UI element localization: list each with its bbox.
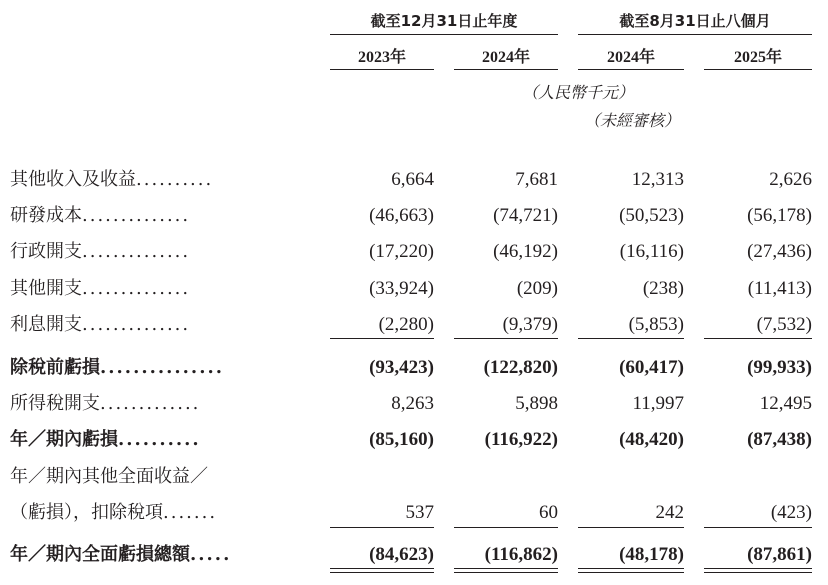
leader-dots: .............. bbox=[82, 241, 191, 262]
row-label-text: 行政開支 bbox=[10, 241, 82, 262]
total-double-rule-2 bbox=[454, 568, 558, 573]
leader-dots: .............. bbox=[82, 314, 191, 335]
total-double-rule-1 bbox=[330, 568, 434, 573]
value-cell: (209) bbox=[516, 278, 558, 299]
row-label bbox=[10, 429, 306, 451]
value-cell: (85,160) bbox=[369, 429, 434, 450]
total-double-rule-3 bbox=[578, 568, 684, 573]
leader-dots: .......... bbox=[118, 429, 201, 450]
leader-dots: ............. bbox=[100, 393, 201, 414]
value-cell: (17,220) bbox=[369, 241, 434, 262]
col-rule-2 bbox=[454, 69, 558, 70]
value-cell: (87,861) bbox=[747, 544, 812, 565]
value-cell: (5,853) bbox=[628, 314, 684, 335]
header-group-eight-months: 截至8月31日止八個月 bbox=[619, 12, 771, 30]
row-label-text: （虧損），扣除稅項 bbox=[10, 502, 163, 523]
value-cell: (2,280) bbox=[378, 314, 434, 335]
value-cell: (48,178) bbox=[619, 544, 684, 565]
row-label bbox=[10, 205, 306, 227]
row-label-text: 年／期內全面虧損總額 bbox=[10, 544, 190, 565]
col-rule-1 bbox=[330, 69, 434, 70]
value-cell: 12,495 bbox=[759, 393, 812, 414]
value-cell: (33,924) bbox=[369, 278, 434, 299]
row-label bbox=[10, 466, 306, 488]
value-cell: 11,997 bbox=[632, 393, 684, 414]
value-cell: 7,681 bbox=[515, 169, 558, 190]
total-double-rule-4 bbox=[704, 568, 812, 573]
header-group-year-ended: 截至12月31日止年度 bbox=[370, 12, 518, 30]
col-header-2025-8m: 2025年 bbox=[733, 49, 782, 66]
row-label-text: 其他開支 bbox=[10, 278, 82, 299]
subtotal-rule-3 bbox=[578, 338, 684, 339]
value-cell: (11,413) bbox=[747, 278, 812, 299]
leader-dots: ....... bbox=[163, 502, 218, 523]
value-cell: 5,898 bbox=[515, 393, 558, 414]
leader-dots: .......... bbox=[136, 169, 214, 190]
value-cell: 8,263 bbox=[391, 393, 434, 414]
row-label-text: 其他收入及收益 bbox=[10, 169, 136, 190]
value-cell: (56,178) bbox=[747, 205, 812, 226]
value-cell: (99,933) bbox=[747, 357, 812, 378]
row-label bbox=[10, 314, 306, 336]
value-cell: (46,663) bbox=[369, 205, 434, 226]
leader-dots: .............. bbox=[82, 278, 191, 299]
value-cell: (74,721) bbox=[493, 205, 558, 226]
row-label-text: 年／期內虧損 bbox=[10, 429, 118, 450]
row-label-text: 年／期內其他全面收益／ bbox=[10, 466, 208, 487]
value-cell: 12,313 bbox=[631, 169, 684, 190]
value-cell: 6,664 bbox=[391, 169, 434, 190]
value-cell: (7,532) bbox=[756, 314, 812, 335]
row-label bbox=[10, 241, 306, 263]
leader-dots: ..... bbox=[190, 544, 232, 565]
audit-note: （未經審核） bbox=[583, 111, 680, 130]
subtotal-rule-2 bbox=[454, 338, 558, 339]
value-cell: (48,420) bbox=[619, 429, 684, 450]
value-cell: 2,626 bbox=[769, 169, 812, 190]
row-label-text: 除稅前虧損 bbox=[10, 357, 100, 378]
value-cell: (93,423) bbox=[369, 357, 434, 378]
value-cell: (50,523) bbox=[619, 205, 684, 226]
value-cell: 60 bbox=[539, 502, 558, 523]
col-rule-4 bbox=[704, 69, 812, 70]
col-rule-3 bbox=[578, 69, 684, 70]
row-label bbox=[10, 502, 306, 524]
row-label bbox=[10, 169, 306, 191]
value-cell: (116,922) bbox=[484, 429, 558, 450]
row-label bbox=[10, 278, 306, 300]
row-label bbox=[10, 544, 306, 566]
value-cell: (122,820) bbox=[483, 357, 558, 378]
col-header-2024: 2024年 bbox=[481, 49, 530, 66]
col-header-2024-8m: 2024年 bbox=[606, 49, 655, 66]
row-label-text: 研發成本 bbox=[10, 205, 82, 226]
col-header-2023: 2023年 bbox=[357, 49, 406, 66]
value-cell: (116,862) bbox=[484, 544, 558, 565]
row-label-text: 利息開支 bbox=[10, 314, 82, 335]
value-cell: 242 bbox=[655, 502, 684, 523]
value-cell: (423) bbox=[770, 502, 812, 523]
value-cell: 537 bbox=[405, 502, 434, 523]
total-top-rule-1 bbox=[330, 527, 434, 528]
value-cell: (60,417) bbox=[619, 357, 684, 378]
leader-dots: .............. bbox=[82, 205, 191, 226]
value-cell: (46,192) bbox=[493, 241, 558, 262]
value-cell: (9,379) bbox=[502, 314, 558, 335]
row-label bbox=[10, 357, 306, 379]
row-label-text: 所得稅開支 bbox=[10, 393, 100, 414]
value-cell: (238) bbox=[642, 278, 684, 299]
header-group-eight-months-rule bbox=[578, 34, 812, 35]
header-group-year-ended-rule bbox=[330, 34, 558, 35]
total-top-rule-3 bbox=[578, 527, 684, 528]
subtotal-rule-4 bbox=[704, 338, 812, 339]
total-top-rule-4 bbox=[704, 527, 812, 528]
value-cell: (27,436) bbox=[747, 241, 812, 262]
row-label bbox=[10, 393, 306, 415]
leader-dots: ............... bbox=[100, 357, 224, 378]
unit-note: （人民幣千元） bbox=[521, 83, 634, 102]
value-cell: (84,623) bbox=[369, 544, 434, 565]
value-cell: (16,116) bbox=[619, 241, 684, 262]
total-top-rule-2 bbox=[454, 527, 558, 528]
subtotal-rule-1 bbox=[330, 338, 434, 339]
value-cell: (87,438) bbox=[747, 429, 812, 450]
